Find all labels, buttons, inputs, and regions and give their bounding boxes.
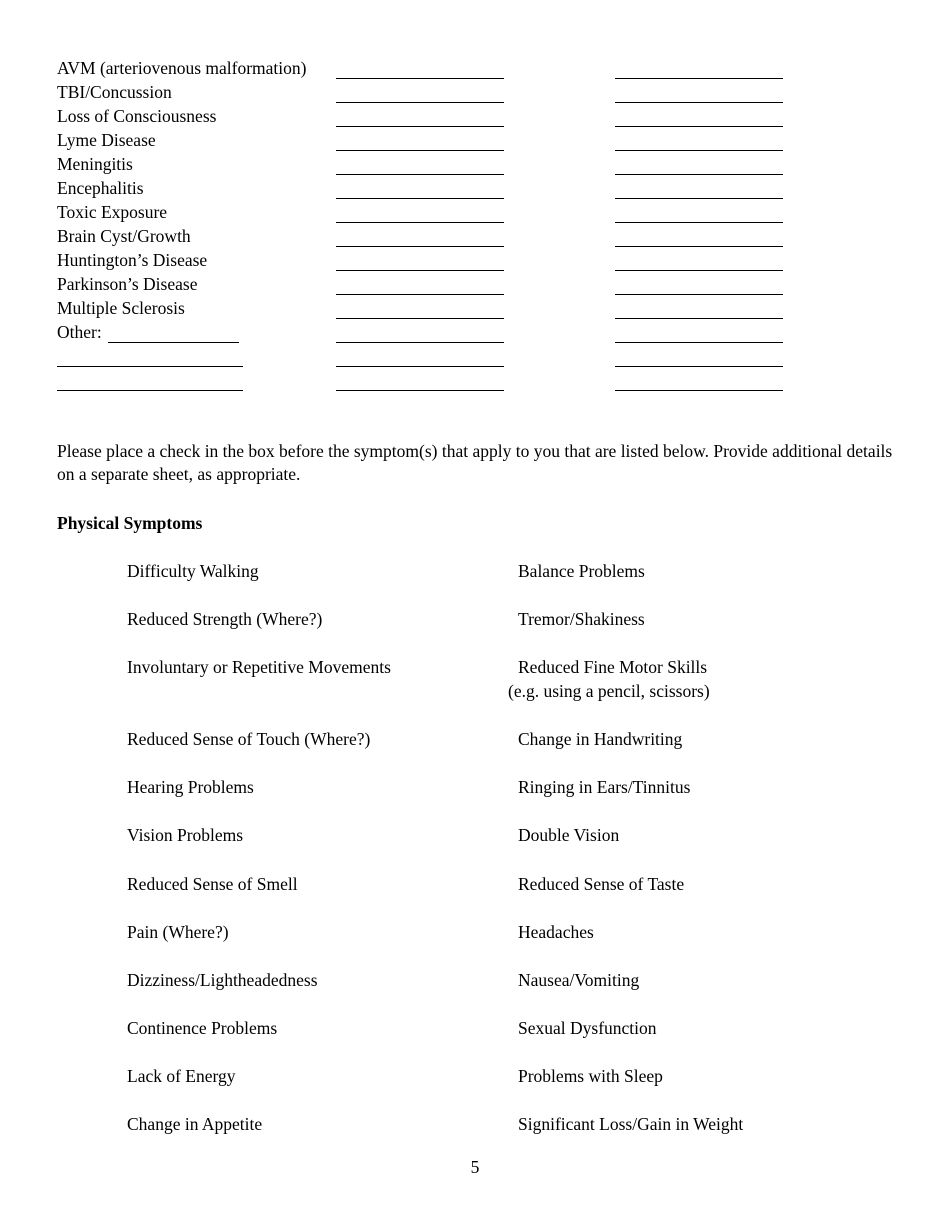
answer-line[interactable] xyxy=(615,300,783,319)
answer-line[interactable] xyxy=(615,348,783,367)
answer-line[interactable] xyxy=(336,372,504,391)
symptom-item[interactable]: Headaches xyxy=(518,922,594,942)
extra-condition-line[interactable] xyxy=(57,372,243,391)
symptom-item[interactable]: Reduced Sense of Touch (Where?) xyxy=(127,729,371,749)
answer-line[interactable] xyxy=(336,60,504,79)
symptom-item[interactable]: Ringing in Ears/Tinnitus xyxy=(518,777,691,797)
condition-label: AVM (arteriovenous malformation) xyxy=(57,58,307,78)
answer-line[interactable] xyxy=(615,84,783,103)
page-number: 5 xyxy=(470,1157,480,1177)
symptom-item[interactable]: Reduced Sense of Taste xyxy=(518,874,685,894)
symptom-item[interactable]: Reduced Sense of Smell xyxy=(127,874,298,894)
answer-line[interactable] xyxy=(615,180,783,199)
answer-line[interactable] xyxy=(336,180,504,199)
answer-line[interactable] xyxy=(336,324,504,343)
answer-line[interactable] xyxy=(615,60,783,79)
symptom-item[interactable]: Problems with Sleep xyxy=(518,1066,663,1086)
answer-line[interactable] xyxy=(336,348,504,367)
answer-line[interactable] xyxy=(615,228,783,247)
symptom-item[interactable]: Continence Problems xyxy=(127,1018,278,1038)
other-label: Other: xyxy=(57,322,102,342)
condition-label: Multiple Sclerosis xyxy=(57,298,185,318)
answer-line[interactable] xyxy=(615,372,783,391)
instructions-paragraph: Please place a check in the box before the symptom(s) that apply to you that are listed below. Provide additional details on a separate sheet, as appropriate. xyxy=(57,441,893,484)
symptom-item[interactable]: Difficulty Walking xyxy=(127,561,259,581)
extra-condition-line[interactable] xyxy=(57,348,243,367)
condition-label: Encephalitis xyxy=(57,178,144,198)
condition-label: Brain Cyst/Growth xyxy=(57,226,191,246)
condition-label: Huntington’s Disease xyxy=(57,250,208,270)
answer-line[interactable] xyxy=(615,276,783,295)
answer-line[interactable] xyxy=(336,132,504,151)
symptom-item[interactable]: Balance Problems xyxy=(518,561,645,581)
answer-line[interactable] xyxy=(336,300,504,319)
answer-line[interactable] xyxy=(336,228,504,247)
answer-line[interactable] xyxy=(615,156,783,175)
symptom-item[interactable]: Sexual Dysfunction xyxy=(518,1018,657,1038)
answer-line[interactable] xyxy=(615,252,783,271)
answer-line[interactable] xyxy=(615,204,783,223)
symptom-item[interactable]: Nausea/Vomiting xyxy=(518,970,640,990)
symptom-item[interactable]: Reduced Fine Motor Skills xyxy=(518,657,708,677)
answer-line[interactable] xyxy=(615,132,783,151)
answer-line[interactable] xyxy=(615,324,783,343)
answer-line[interactable] xyxy=(336,108,504,127)
condition-label: Meningitis xyxy=(57,154,133,174)
answer-line[interactable] xyxy=(336,84,504,103)
symptom-item[interactable]: Change in Appetite xyxy=(127,1114,263,1134)
condition-label: Toxic Exposure xyxy=(57,202,168,222)
symptom-item[interactable]: Dizziness/Lightheadedness xyxy=(127,970,318,990)
symptom-item[interactable]: Vision Problems xyxy=(127,825,244,845)
symptom-item-note: (e.g. using a pencil, scissors) xyxy=(508,681,710,701)
condition-label: TBI/Concussion xyxy=(57,82,172,102)
symptom-item[interactable]: Reduced Strength (Where?) xyxy=(127,609,323,629)
condition-label: Parkinson’s Disease xyxy=(57,274,198,294)
symptom-item[interactable]: Tremor/Shakiness xyxy=(518,609,645,629)
answer-line[interactable] xyxy=(336,204,504,223)
symptom-item[interactable]: Pain (Where?) xyxy=(127,922,229,942)
section-title-physical-symptoms: Physical Symptoms xyxy=(57,513,203,533)
symptom-item[interactable]: Double Vision xyxy=(518,825,620,845)
symptom-item[interactable]: Lack of Energy xyxy=(127,1066,236,1086)
answer-line[interactable] xyxy=(336,276,504,295)
condition-label: Lyme Disease xyxy=(57,130,156,150)
symptom-item[interactable]: Significant Loss/Gain in Weight xyxy=(518,1114,744,1134)
answer-line[interactable] xyxy=(336,252,504,271)
symptom-item[interactable]: Involuntary or Repetitive Movements xyxy=(127,657,391,677)
other-specify-line[interactable] xyxy=(108,324,239,343)
symptom-item[interactable]: Change in Handwriting xyxy=(518,729,683,749)
answer-line[interactable] xyxy=(615,108,783,127)
condition-label: Loss of Consciousness xyxy=(57,106,217,126)
answer-line[interactable] xyxy=(336,156,504,175)
symptom-item[interactable]: Hearing Problems xyxy=(127,777,254,797)
